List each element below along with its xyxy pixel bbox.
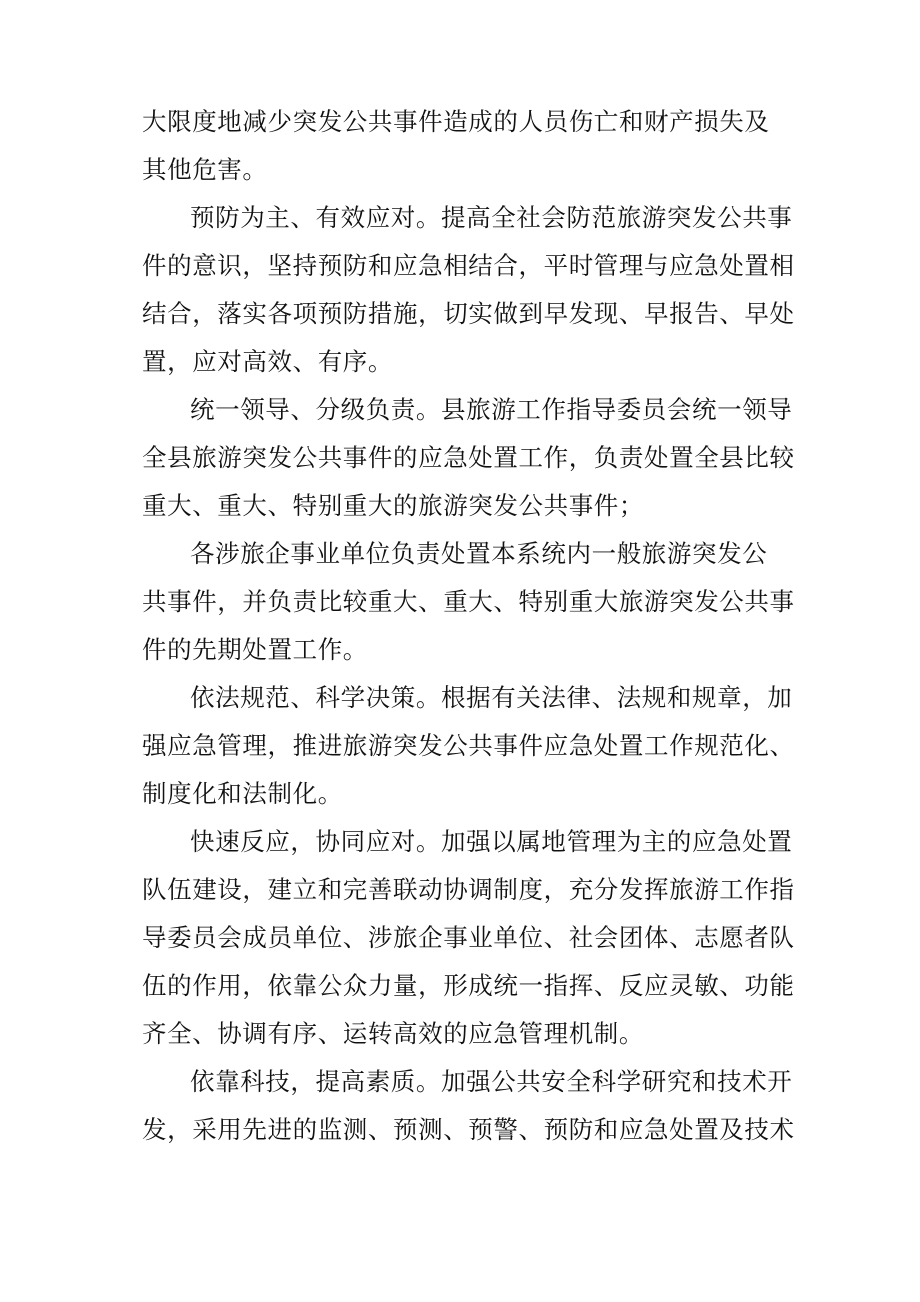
- paragraph-start-line: 统一领导、分级负责。县旅游工作指导委员会统一领导: [190, 395, 793, 424]
- document-body: [142, 98, 795, 1154]
- paragraph-start-line: 依靠科技，提高素质。加强公共安全科学研究和技术开: [190, 1067, 793, 1096]
- text-line: 置，应对高效、有序。: [142, 347, 393, 376]
- text-line: 队伍建设，建立和完善联动协调制度，充分发挥旅游工作指: [142, 875, 795, 904]
- text-line: 共事件，并负责比较重大、重大、特别重大旅游突发公共事: [142, 587, 795, 616]
- text-line: 导委员会成员单位、涉旅企事业单位、社会团体、志愿者队: [142, 923, 795, 952]
- paragraph-start-line: 各涉旅企事业单位负责处置本系统内一般旅游突发公: [190, 539, 768, 568]
- text-line: 重大、重大、特别重大的旅游突发公共事件；: [142, 491, 644, 520]
- text-line: 制度化和法制化。: [142, 779, 343, 808]
- paragraph-start-line: 快速反应，协同应对。加强以属地管理为主的应急处置: [190, 827, 793, 856]
- text-line: 件的意识，坚持预防和应急相结合，平时管理与应急处置相: [142, 251, 795, 280]
- paragraph-start-line: 预防为主、有效应对。提高全社会防范旅游突发公共事: [190, 203, 793, 232]
- text-line: 大限度地减少突发公共事件造成的人员伤亡和财产损失及: [142, 107, 770, 136]
- text-line: 齐全、协调有序、运转高效的应急管理机制。: [142, 1019, 644, 1048]
- text-line: 发，采用先进的监测、预测、预警、预防和应急处置及技术: [142, 1115, 795, 1144]
- text-line: 强应急管理，推进旅游突发公共事件应急处置工作规范化、: [142, 731, 795, 760]
- text-line: 伍的作用，依靠公众力量，形成统一指挥、反应灵敏、功能: [142, 971, 795, 1000]
- text-line: 结合，落实各项预防措施，切实做到早发现、早报告、早处: [142, 299, 795, 328]
- text-line: 全县旅游突发公共事件的应急处置工作，负责处置全县比较: [142, 443, 795, 472]
- text-line: 其他危害。: [142, 155, 268, 184]
- text-line: 件的先期处置工作。: [142, 635, 368, 664]
- paragraph-start-line: 依法规范、科学决策。根据有关法律、法规和规章，加: [190, 683, 793, 712]
